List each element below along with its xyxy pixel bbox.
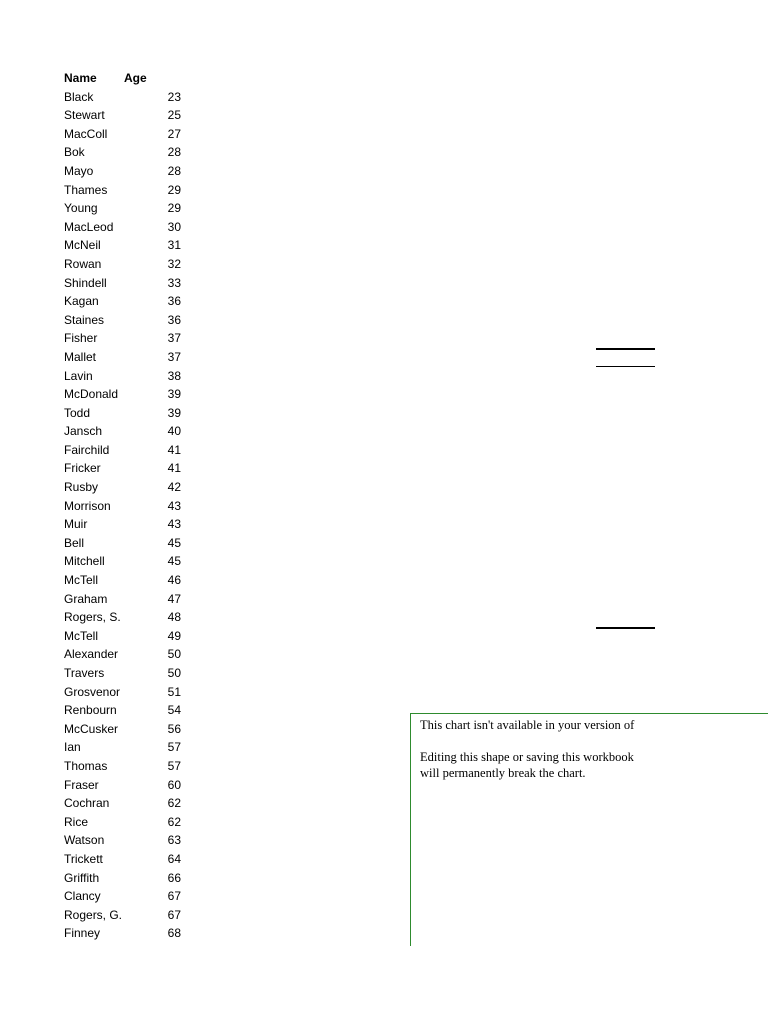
age-cell[interactable]: 42 xyxy=(167,480,181,495)
age-cell[interactable]: 50 xyxy=(167,666,181,680)
age-cell[interactable]: 60 xyxy=(167,777,181,792)
name-cell[interactable]: Fairchild xyxy=(64,442,110,457)
table-row xyxy=(64,255,194,274)
age-cell[interactable]: 48 xyxy=(167,610,181,625)
age-cell[interactable]: 49 xyxy=(167,628,181,643)
name-cell[interactable]: Travers xyxy=(64,666,105,680)
age-cell[interactable]: 37 xyxy=(167,349,181,364)
age-cell[interactable]: 40 xyxy=(167,424,181,439)
age-cell[interactable]: 39 xyxy=(167,387,181,402)
age-cell[interactable]: 30 xyxy=(167,219,181,234)
table-row xyxy=(64,738,194,757)
table-row xyxy=(64,515,194,534)
age-cell[interactable]: 28 xyxy=(167,145,181,160)
age-cell[interactable]: 56 xyxy=(167,721,181,736)
name-cell[interactable]: Morrison xyxy=(64,498,111,513)
name-cell[interactable]: MacColl xyxy=(64,126,108,141)
table-row xyxy=(64,441,194,460)
age-cell[interactable]: 43 xyxy=(167,498,181,513)
age-cell[interactable]: 54 xyxy=(167,703,181,718)
table-row xyxy=(64,348,194,367)
table-row xyxy=(64,497,194,516)
age-cell[interactable]: 31 xyxy=(167,238,181,253)
table-row xyxy=(64,459,194,478)
name-cell[interactable]: Graham xyxy=(64,591,108,606)
name-cell[interactable]: Mallet xyxy=(64,349,97,364)
age-cell[interactable]: 27 xyxy=(167,126,181,141)
name-cell[interactable]: McTell xyxy=(64,628,99,643)
age-cell[interactable]: 37 xyxy=(167,331,181,346)
cell-border-line xyxy=(596,627,655,629)
name-cell[interactable]: McCusker xyxy=(64,721,119,736)
age-cell[interactable]: 39 xyxy=(167,405,181,420)
table-row xyxy=(64,274,194,293)
age-column-header[interactable]: Age xyxy=(124,71,147,85)
name-cell[interactable]: Clancy xyxy=(64,889,101,904)
age-cell[interactable]: 43 xyxy=(167,517,181,532)
age-cell[interactable]: 36 xyxy=(167,294,181,309)
table-row xyxy=(64,143,194,162)
name-cell[interactable]: Thames xyxy=(64,182,108,197)
age-cell[interactable]: 67 xyxy=(167,907,181,922)
name-cell[interactable]: Rice xyxy=(64,814,89,829)
age-cell[interactable]: 50 xyxy=(167,647,181,662)
table-row xyxy=(64,887,194,906)
name-cell[interactable]: Rogers, G. xyxy=(64,907,123,922)
table-row xyxy=(64,534,194,553)
table-row xyxy=(64,218,194,237)
table-row xyxy=(64,869,194,888)
table-row xyxy=(64,645,194,664)
age-cell[interactable]: 57 xyxy=(167,758,181,773)
name-cell[interactable]: Grosvenor xyxy=(64,684,121,699)
table-row xyxy=(64,906,194,925)
table-row xyxy=(64,88,194,107)
name-cell[interactable]: Cochran xyxy=(64,796,110,811)
name-cell[interactable]: Shindell xyxy=(64,275,107,290)
name-cell[interactable]: Watson xyxy=(64,833,105,848)
cell-border-line xyxy=(596,348,655,350)
age-cell[interactable]: 36 xyxy=(167,312,181,327)
name-cell[interactable]: Muir xyxy=(64,517,88,532)
table-row xyxy=(64,813,194,832)
table-row xyxy=(64,683,194,702)
name-cell[interactable]: Fisher xyxy=(64,331,98,346)
table-row xyxy=(64,181,194,200)
name-cell[interactable]: Ian xyxy=(64,740,81,755)
table-row xyxy=(64,292,194,311)
age-cell[interactable]: 68 xyxy=(167,926,181,941)
table-row xyxy=(64,571,194,590)
name-cell[interactable]: Griffith xyxy=(64,870,100,885)
table-row xyxy=(64,924,194,943)
table-row xyxy=(64,478,194,497)
name-cell[interactable]: Jansch xyxy=(64,424,103,439)
age-cell[interactable]: 33 xyxy=(167,275,181,290)
age-cell[interactable]: 62 xyxy=(167,796,181,811)
table-row xyxy=(64,367,194,386)
age-cell[interactable]: 23 xyxy=(167,89,181,104)
name-cell[interactable]: Rowan xyxy=(64,256,102,271)
name-cell[interactable]: Rogers, S. xyxy=(64,610,121,625)
table-row xyxy=(64,106,194,125)
table-row xyxy=(64,236,194,255)
table-row xyxy=(64,199,194,218)
name-cell[interactable]: Mayo xyxy=(64,163,94,178)
age-cell[interactable]: 57 xyxy=(167,740,181,755)
name-cell[interactable]: MacLeod xyxy=(64,219,114,234)
table-row xyxy=(64,329,194,348)
name-cell[interactable]: Trickett xyxy=(64,851,103,866)
table-row xyxy=(64,720,194,739)
name-cell[interactable]: Fricker xyxy=(64,461,101,476)
name-cell[interactable]: Todd xyxy=(64,405,91,420)
table-header xyxy=(64,69,194,88)
name-cell[interactable]: McDonald xyxy=(64,387,119,402)
name-cell[interactable]: Stewart xyxy=(64,108,105,123)
name-cell[interactable]: Rusby xyxy=(64,480,99,495)
age-cell[interactable]: 62 xyxy=(167,814,181,829)
name-cell[interactable]: Bok xyxy=(64,145,85,160)
table-row xyxy=(64,404,194,423)
age-cell[interactable]: 41 xyxy=(167,461,181,476)
age-cell[interactable]: 66 xyxy=(167,870,181,885)
cell-border-line xyxy=(596,366,655,367)
age-cell[interactable]: 29 xyxy=(167,182,181,197)
table-body xyxy=(64,88,194,943)
age-cell[interactable]: 63 xyxy=(167,833,181,848)
age-cell[interactable]: 45 xyxy=(167,535,181,550)
name-cell[interactable]: Kagan xyxy=(64,294,99,309)
age-cell[interactable]: 29 xyxy=(167,201,181,216)
unsupported-chart-placeholder[interactable] xyxy=(410,713,768,946)
table-row xyxy=(64,757,194,776)
table-row xyxy=(64,701,194,720)
age-cell[interactable]: 47 xyxy=(167,591,181,606)
age-cell[interactable]: 25 xyxy=(167,108,181,123)
table-row xyxy=(64,608,194,627)
age-cell[interactable]: 45 xyxy=(167,554,181,569)
name-cell[interactable]: McTell xyxy=(64,573,99,588)
age-cell[interactable]: 28 xyxy=(167,163,181,178)
table-row xyxy=(64,311,194,330)
name-cell[interactable]: Staines xyxy=(64,312,105,327)
table-row xyxy=(64,794,194,813)
name-cell[interactable]: Finney xyxy=(64,926,101,941)
age-cell[interactable]: 41 xyxy=(167,442,181,457)
name-column-header[interactable]: Name xyxy=(64,71,97,85)
name-age-table xyxy=(64,69,194,943)
name-cell[interactable]: Fraser xyxy=(64,777,99,792)
name-cell[interactable]: Alexander xyxy=(64,647,119,662)
name-cell[interactable]: Mitchell xyxy=(64,554,105,569)
chart-unavailable-message: This chart isn't available in your version of xyxy=(420,718,635,732)
name-cell[interactable]: Lavin xyxy=(64,368,93,383)
table-row xyxy=(64,664,194,683)
name-cell[interactable]: Renbourn xyxy=(64,703,117,718)
table-row xyxy=(64,422,194,441)
name-cell[interactable]: McNeil xyxy=(64,238,101,253)
age-cell[interactable]: 38 xyxy=(167,368,181,383)
table-row xyxy=(64,831,194,850)
table-row xyxy=(64,850,194,869)
table-row xyxy=(64,776,194,795)
age-cell[interactable]: 67 xyxy=(167,889,181,904)
table-row xyxy=(64,627,194,646)
table-row xyxy=(64,125,194,144)
age-cell[interactable]: 32 xyxy=(167,256,181,271)
name-cell[interactable]: Black xyxy=(64,89,94,104)
age-cell[interactable]: 51 xyxy=(167,684,181,699)
chart-warning-message: Editing this shape or saving this workbook will permanently break the chart. xyxy=(420,750,634,780)
name-cell[interactable]: Thomas xyxy=(64,758,108,773)
table-row xyxy=(64,552,194,571)
table-row xyxy=(64,385,194,404)
table-row xyxy=(64,162,194,181)
name-cell[interactable]: Young xyxy=(64,201,98,216)
name-cell[interactable]: Bell xyxy=(64,535,85,550)
age-cell[interactable]: 46 xyxy=(167,573,181,588)
age-cell[interactable]: 64 xyxy=(167,851,181,866)
table-row xyxy=(64,590,194,609)
